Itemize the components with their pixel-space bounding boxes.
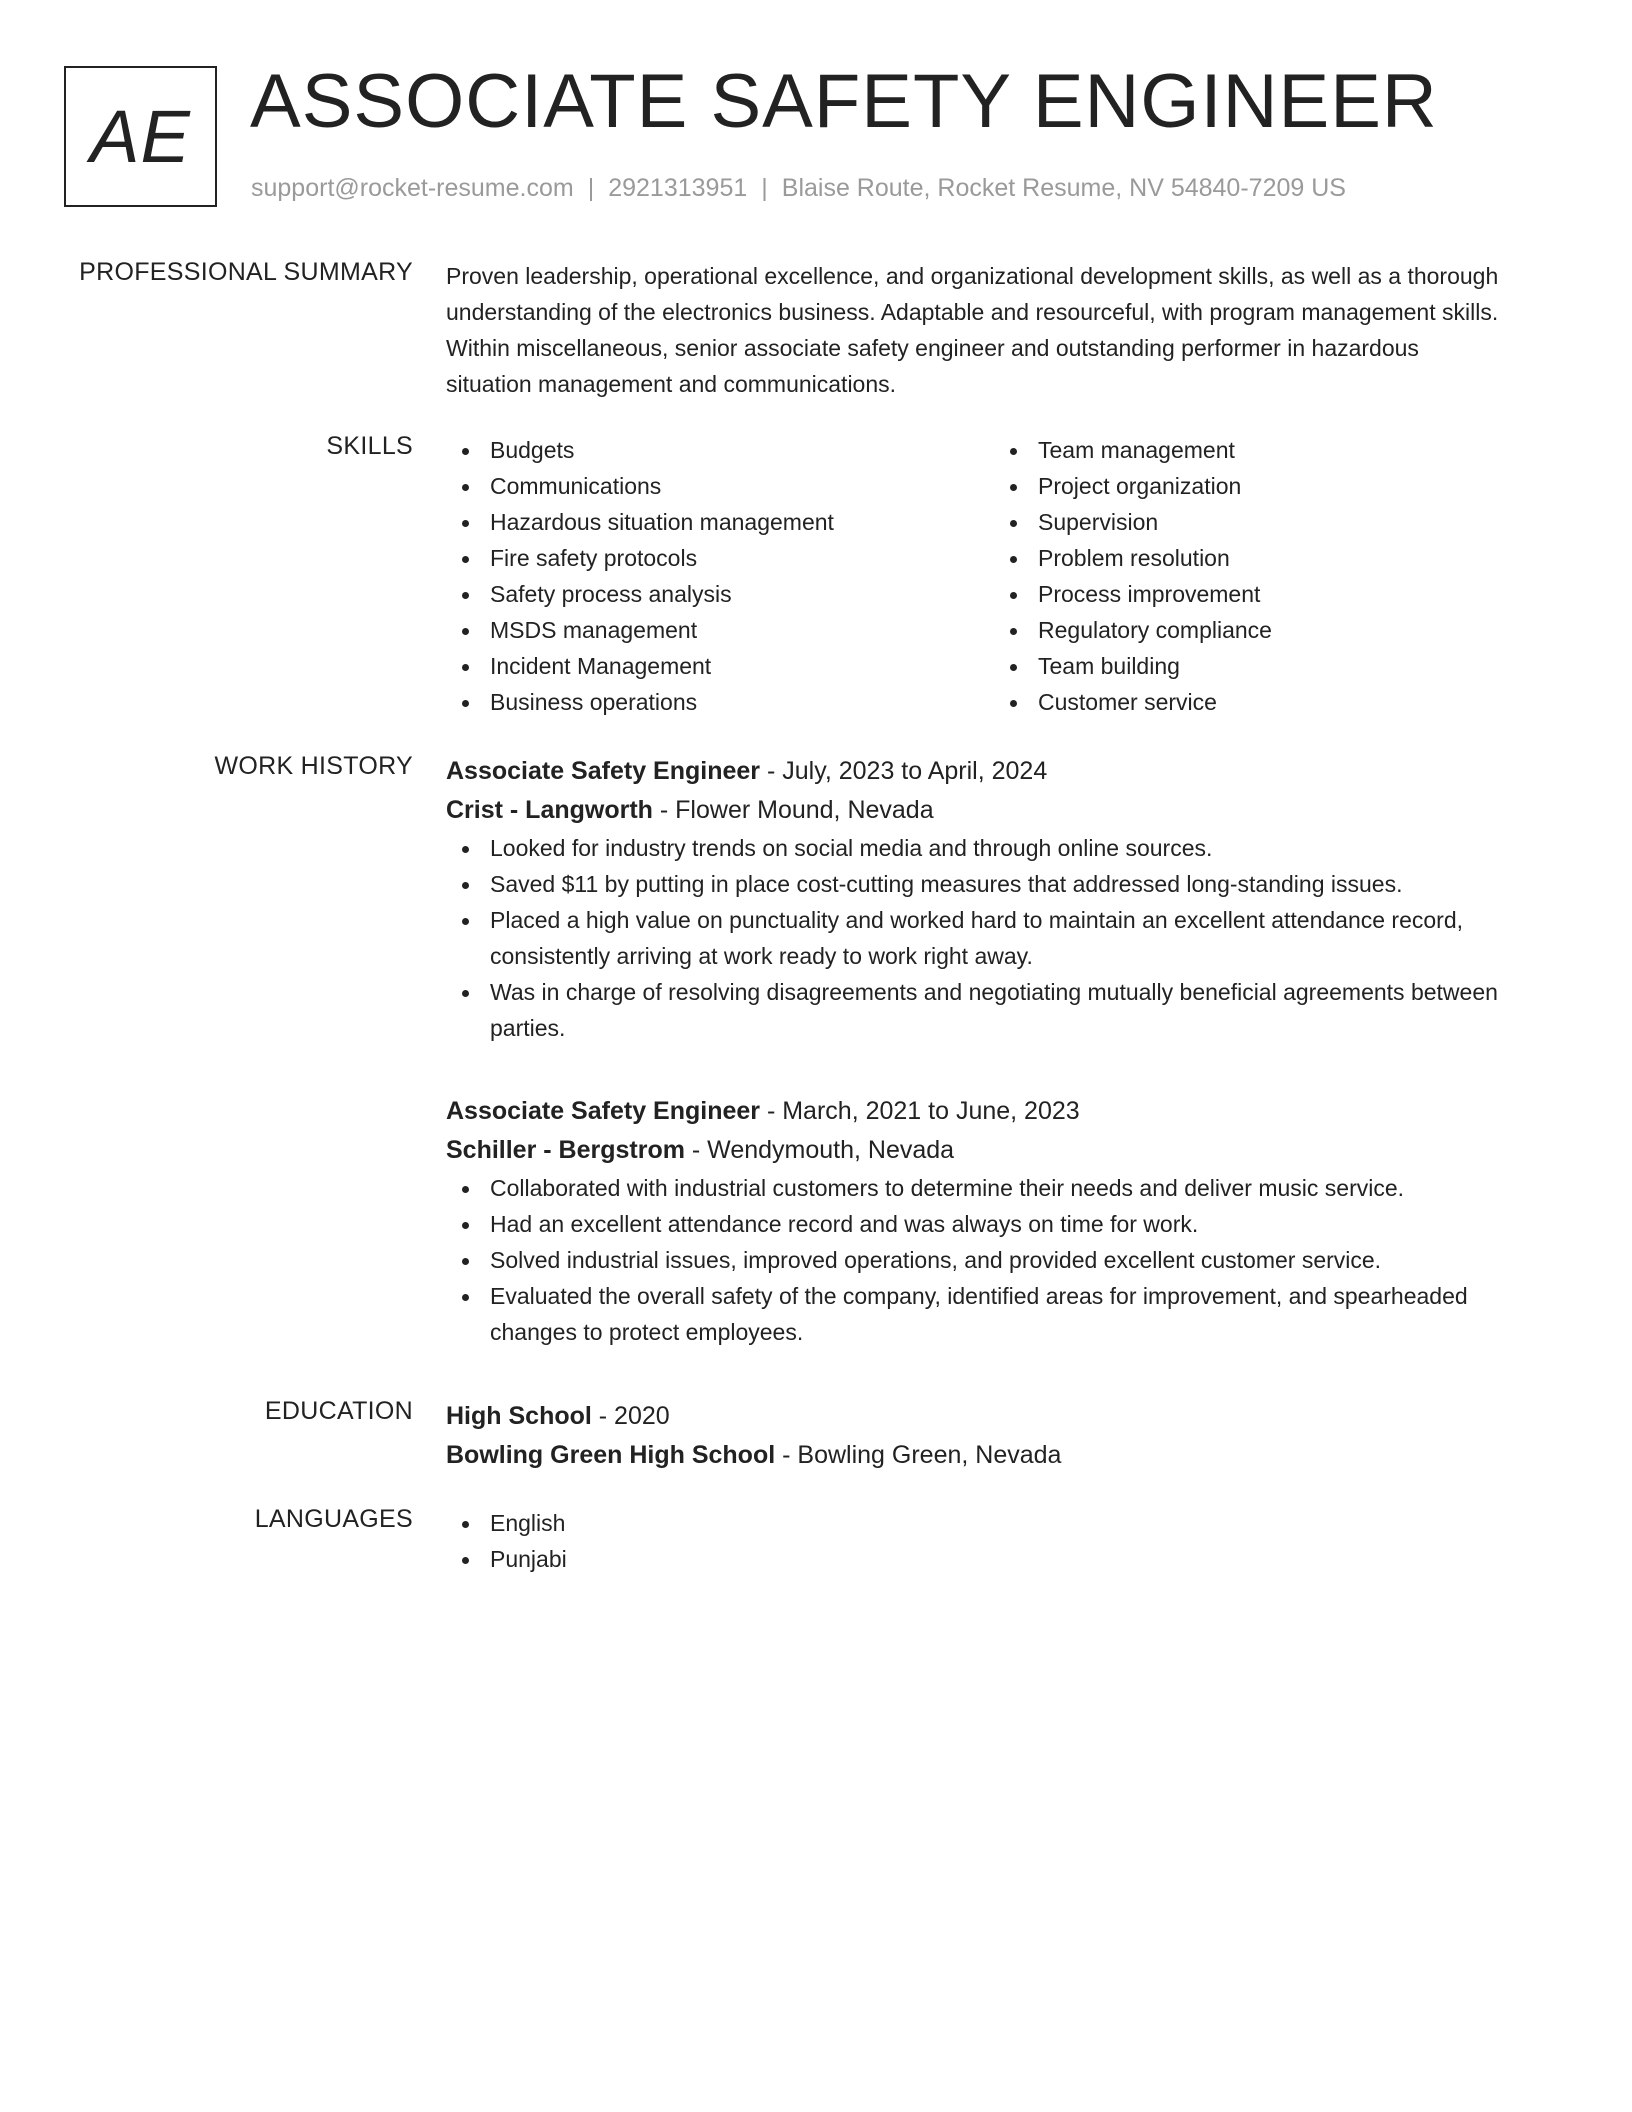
job-duty-item: Was in charge of resolving disagreements and negotiating mutually beneficial agreements between parties. — [446, 974, 1546, 1046]
job-duty-item: Evaluated the overall safety of the company, identified areas for improvement, and spearheaded changes to protect employees. — [446, 1278, 1546, 1350]
job-duty-item: Placed a high value on punctuality and worked hard to maintain an excellent attendance record, consistently arriving at work ready to work right away. — [446, 902, 1546, 974]
skill-item: Regulatory compliance — [994, 612, 1542, 648]
languages-body — [446, 1505, 1546, 1577]
job-duty-item: Had an excellent attendance record and was always on time for work. — [446, 1206, 1546, 1242]
job-entry — [446, 752, 1546, 1046]
job-duty-item: Solved industrial issues, improved operations, and provided excellent customer service. — [446, 1242, 1546, 1278]
job-title-line — [446, 1092, 1546, 1131]
work-history-heading: WORK HISTORY — [214, 752, 413, 780]
skills-heading: SKILLS — [326, 432, 413, 460]
job-title: Associate Safety Engineer — [446, 757, 761, 785]
skill-item: Customer service — [994, 684, 1542, 720]
skills-list-right — [994, 432, 1542, 720]
job-duty-item: Collaborated with industrial customers to determine their needs and deliver music service. — [446, 1170, 1546, 1206]
education-school-line — [446, 1436, 1546, 1475]
education-degree: High School — [446, 1402, 592, 1430]
skill-item: Team building — [994, 648, 1542, 684]
skill-item: Process improvement — [994, 576, 1542, 612]
contact-email: support@rocket-resume.com — [251, 174, 574, 202]
contact-phone: 2921313951 — [608, 174, 748, 202]
skill-item: Fire safety protocols — [446, 540, 994, 576]
job-employer: Crist - Langworth — [446, 796, 653, 824]
skill-item: Budgets — [446, 432, 994, 468]
job-employer: Schiller - Bergstrom — [446, 1136, 685, 1164]
job-location: - Wendymouth, Nevada — [684, 1136, 955, 1164]
summary-body — [446, 258, 1506, 402]
monogram-initials: AE — [90, 95, 191, 178]
job-dates: - March, 2021 to June, 2023 — [760, 1097, 1080, 1125]
skill-item: Incident Management — [446, 648, 994, 684]
contact-separator: | — [587, 174, 595, 202]
job-duties-list — [446, 830, 1546, 1046]
job-location: - Flower Mound, Nevada — [652, 796, 934, 824]
languages-heading: LANGUAGES — [254, 1505, 413, 1533]
education-heading: EDUCATION — [264, 1397, 413, 1425]
job-duty-item: Looked for industry trends on social media and through online sources. — [446, 830, 1546, 866]
skill-item: MSDS management — [446, 612, 994, 648]
resume-header — [64, 59, 1564, 210]
skill-item: Hazardous situation management — [446, 504, 994, 540]
job-duty-item: Saved $11 by putting in place cost-cutting measures that addressed long-standing issues. — [446, 866, 1546, 902]
skills-body — [446, 432, 1546, 720]
page-title: ASSOCIATE SAFETY ENGINEER — [250, 59, 1438, 144]
language-item: Punjabi — [446, 1541, 1546, 1577]
skill-item: Communications — [446, 468, 994, 504]
skill-item: Safety process analysis — [446, 576, 994, 612]
job-duties-list — [446, 1170, 1546, 1350]
contact-separator: | — [761, 174, 768, 202]
job-dates: - July, 2023 to April, 2024 — [760, 757, 1048, 785]
education-body — [446, 1397, 1546, 1475]
education-year: - 2020 — [591, 1402, 670, 1430]
languages-list — [446, 1505, 1546, 1577]
skill-item: Team management — [994, 432, 1542, 468]
language-item: English — [446, 1505, 1546, 1541]
education-location: - Bowling Green, Nevada — [775, 1441, 1062, 1469]
job-title-line — [446, 752, 1546, 791]
job-employer-line — [446, 791, 1546, 830]
monogram-box — [64, 66, 217, 207]
summary-heading: PROFESSIONAL SUMMARY — [79, 258, 413, 286]
education-school: Bowling Green High School — [446, 1441, 776, 1469]
job-employer-line — [446, 1131, 1546, 1170]
education-degree-line — [446, 1397, 1546, 1436]
contact-address: Blaise Route, Rocket Resume, NV 54840-7209 US — [781, 174, 1346, 202]
contact-line — [251, 174, 1346, 203]
skill-item: Problem resolution — [994, 540, 1542, 576]
job-entry — [446, 1092, 1546, 1350]
skill-item: Supervision — [994, 504, 1542, 540]
job-title: Associate Safety Engineer — [446, 1097, 761, 1125]
skill-item: Business operations — [446, 684, 994, 720]
skill-item: Project organization — [994, 468, 1542, 504]
skills-list-left — [446, 432, 994, 720]
summary-text: Proven leadership, operational excellence, and organizational development skills, as well as a thorough understanding of the electronics business. Adaptable and resourceful, with program management skills. Within miscellaneous, senior associate safety engineer and outstanding performer in hazardous situation management and communications. — [446, 263, 1499, 397]
